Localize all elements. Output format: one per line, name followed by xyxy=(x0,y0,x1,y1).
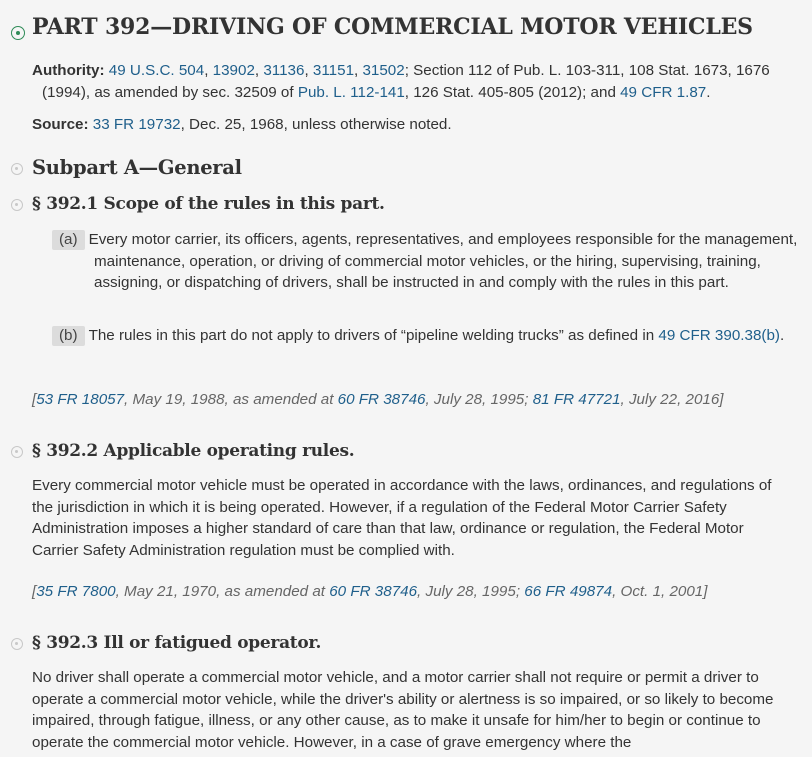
section-392-1-heading: § 392.1 Scope of the rules in this part. xyxy=(32,194,385,214)
paragraph-a xyxy=(52,229,812,294)
paragraph-b-text: The rules in this part do not apply to drivers of “pipeline welding trucks” as defined in xyxy=(88,327,659,344)
paragraph-b-link[interactable]: 49 CFR 390.38(b) xyxy=(658,327,780,344)
paragraph-b-label[interactable]: (b) xyxy=(52,326,85,346)
authority-link-49cfr187[interactable]: 49 CFR 1.87 xyxy=(620,83,707,101)
citation-link[interactable]: 35 FR 7800 xyxy=(36,583,116,600)
citation-link[interactable]: 53 FR 18057 xyxy=(36,391,125,408)
authority-link-publ112-141[interactable]: Pub. L. 112-141 xyxy=(297,83,405,101)
paragraph-a-label[interactable]: (a) xyxy=(52,230,85,250)
authority-label: Authority: xyxy=(32,62,105,79)
citation-text: , July 22, 2016] xyxy=(620,391,724,408)
section-392-3-text: No driver shall operate a commercial motor vehicle, and a motor carrier shall not require or permit a driver to operate a commercial motor vehicle, while the driver's ability or alertness is so impaired, or so likely to become impaired, through fatigue, illness, or any other cause, as to make it unsafe for him/her to begin or continue to operate the commercial motor vehicle. However, in a case of grave emergency where the xyxy=(32,669,774,751)
section-392-3-toggle-icon[interactable] xyxy=(11,638,23,650)
authority-link-31502[interactable]: 31502 xyxy=(362,62,405,79)
authority-text: , xyxy=(354,62,363,79)
citation-text: [ xyxy=(32,583,37,600)
authority-text: , xyxy=(204,62,213,79)
citation-text: , July 28, 1995; xyxy=(425,391,533,408)
authority-text: , xyxy=(254,62,264,79)
subpart-title: Subpart A—General xyxy=(32,156,242,179)
citation-text: , July 28, 1995; xyxy=(417,583,525,600)
section-392-3-heading: § 392.3 Ill or fatigued operator. xyxy=(32,633,322,653)
authority-text: . xyxy=(706,83,711,101)
citation-text: [ xyxy=(32,391,37,408)
citation-text: , Oct. 1, 2001] xyxy=(612,583,708,600)
citation-text: , May 19, 1988, as amended at xyxy=(124,391,338,408)
section-392-1-citation xyxy=(32,389,792,411)
source-link[interactable]: 33 FR 19732 xyxy=(92,116,181,133)
section-392-2-citation xyxy=(32,581,792,603)
section-392-2-toggle-icon[interactable] xyxy=(11,446,23,458)
part-title: PART 392—DRIVING OF COMMERCIAL MOTOR VEHICLES xyxy=(32,14,753,40)
paragraph-a-text: Every motor carrier, its officers, agents, representatives, and employees responsible for the management, maintenance, operation, or driving of commercial motor vehicles, or the hiring, supervising, training, assigning, or dispatching of drivers, shall be instructed in and comply with the rules in this part. xyxy=(88,231,798,291)
citation-text: , May 21, 1970, as amended at xyxy=(115,583,330,600)
subpart-toggle-icon[interactable] xyxy=(11,163,23,175)
paragraph-b xyxy=(52,325,812,347)
section-392-1-toggle-icon[interactable] xyxy=(11,199,23,211)
citation-link[interactable]: 81 FR 47721 xyxy=(532,391,621,408)
citation-link[interactable]: 66 FR 49874 xyxy=(524,583,613,600)
paragraph-b-end: . xyxy=(779,327,785,344)
part-toggle-icon[interactable] xyxy=(11,26,25,40)
authority-text: ; Section 112 of Pub. L. 103-311, 108 Stat. 1673, 1676 (1994), as amended by sec. 32509 of xyxy=(42,62,770,101)
citation-link[interactable]: 60 FR 38746 xyxy=(337,391,426,408)
source-text: , Dec. 25, 1968, unless otherwise noted. xyxy=(180,116,452,133)
authority-text: , 126 Stat. 405-805 (2012); and xyxy=(404,83,621,101)
authority-link-31136[interactable]: 31136 xyxy=(263,62,305,79)
section-392-2-text: Every commercial motor vehicle must be operated in accordance with the laws, ordinances, and regulations of the jurisdiction in which it is being operated. However, if a regulation of the Federal Motor Carrier Safety Administration imposes a higher standard of care than that law, ordinance or regulation, the Federal Motor Carrier Safety Administration regulation must be complied with. xyxy=(32,477,772,559)
authority-link-31151[interactable]: 31151 xyxy=(312,62,355,79)
authority-link-13902[interactable]: 13902 xyxy=(212,62,255,79)
section-392-2-heading: § 392.2 Applicable operating rules. xyxy=(32,441,355,461)
citation-link[interactable]: 60 FR 38746 xyxy=(329,583,418,600)
source-note xyxy=(32,114,792,136)
source-label: Source: xyxy=(32,116,89,133)
authority-text: , xyxy=(304,62,313,79)
authority-note xyxy=(32,60,782,103)
authority-link-49usc504[interactable]: 49 U.S.C. 504 xyxy=(108,62,205,79)
